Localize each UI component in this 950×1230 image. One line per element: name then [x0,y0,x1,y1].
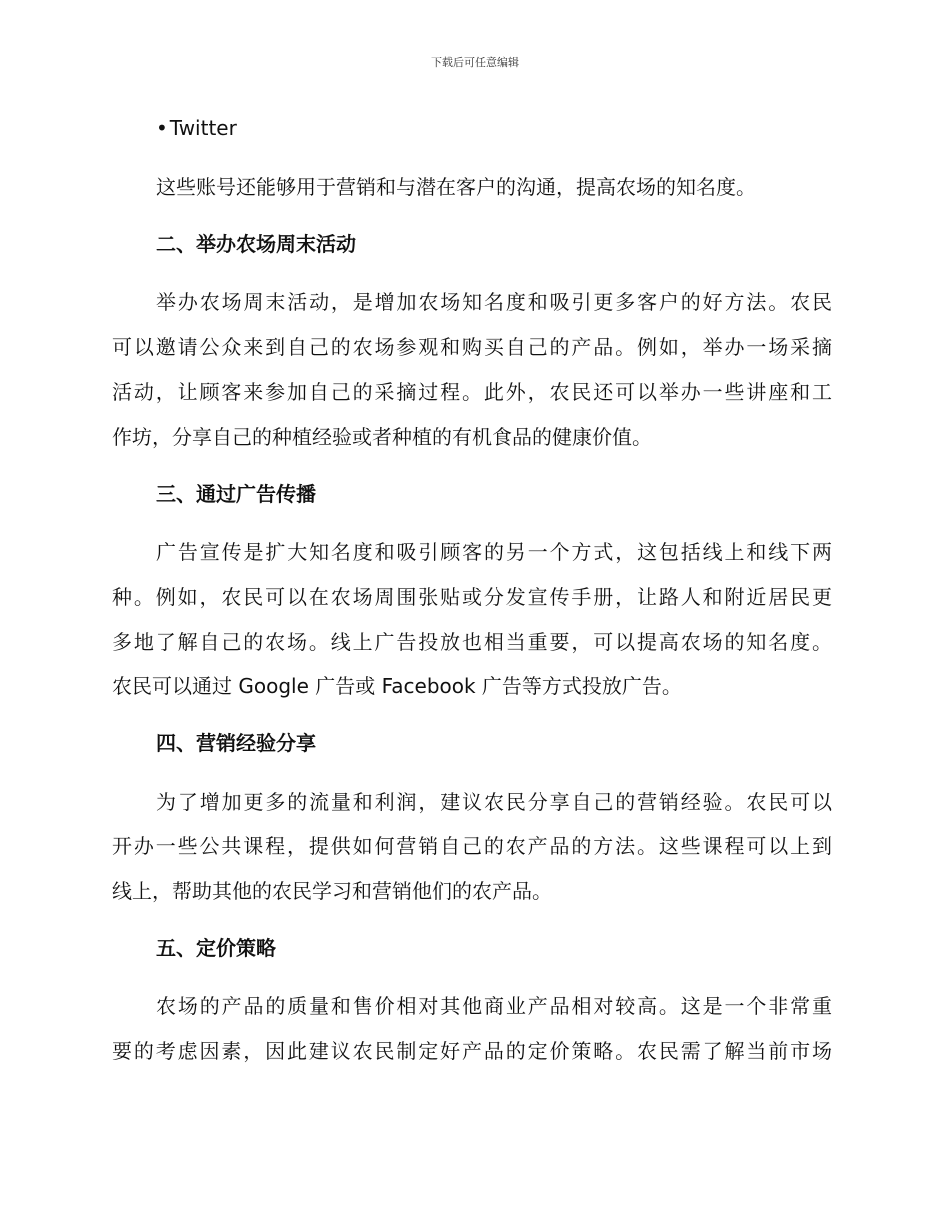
section-heading: 三、通过广告传播 [156,482,316,506]
page-header: 下载后可任意编辑 [431,56,519,69]
paragraph-line: 多地了解自己的农场。线上广告投放也相当重要，可以提高农场的知名度。 [112,630,832,654]
bullet-text: Twitter [169,116,237,140]
paragraph-line: 可以邀请公众来到自己的农场参观和购买自己的产品。例如，举办一场采摘 [112,335,832,359]
bullet-item [156,116,237,140]
paragraph-line: 开办一些公共课程，提供如何营销自己的农产品的方法。这些课程可以上到 [112,834,832,858]
paragraph-line: 农场的产品的质量和售价相对其他商业产品相对较高。这是一个非常重 [156,994,832,1018]
paragraph-line: 线上，帮助其他的农民学习和营销他们的农产品。 [112,879,552,903]
intro-paragraph: 这些账号还能够用于营销和与潜在客户的沟通，提高农场的知名度。 [156,175,756,199]
paragraph-line: 农民可以通过 Google 广告或 Facebook 广告等方式投放广告。 [112,674,682,698]
paragraph-line: 作坊，分享自己的种植经验或者种植的有机食品的健康价值。 [112,425,652,449]
bullet-dot: • [156,116,168,140]
section-heading: 四、营销经验分享 [156,731,316,755]
section-heading: 五、定价策略 [156,936,276,960]
paragraph-line: 活动，让顾客来参加自己的采摘过程。此外，农民还可以举办一些讲座和工 [112,380,832,404]
paragraph-line: 种。例如，农民可以在农场周围张贴或分发宣传手册，让路人和附近居民更 [112,585,832,609]
paragraph-line: 要的考虑因素，因此建议农民制定好产品的定价策略。农民需了解当前市场 [112,1039,832,1063]
paragraph-line: 为了增加更多的流量和利润，建议农民分享自己的营销经验。农民可以 [156,790,832,814]
paragraph-line: 举办农场周末活动，是增加农场知名度和吸引更多客户的好方法。农民 [156,290,832,314]
section-heading: 二、举办农场周末活动 [156,232,356,256]
paragraph-line: 广告宣传是扩大知名度和吸引顾客的另一个方式，这包括线上和线下两 [156,540,832,564]
